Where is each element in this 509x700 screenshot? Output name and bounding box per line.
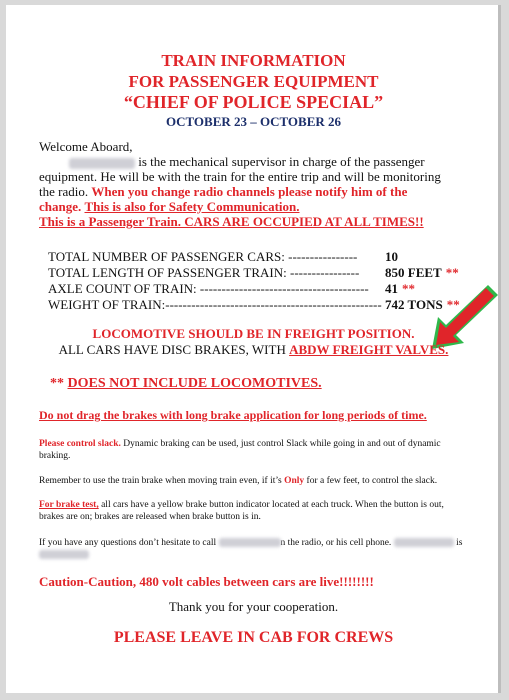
welcome-line-2: equipment. He will be with the train for the entire trip and will be monitoring <box>39 169 441 184</box>
train-brake-paragraph: Remember to use the train brake when moving train even, if it’s Only for a few feet, to control the slack. <box>39 476 438 486</box>
footer-notice: PLEASE LEAVE IN CAB FOR CREWS <box>113 629 394 646</box>
redacted-name <box>69 158 135 169</box>
welcome-line-1: is the mechanical supervisor in charge of the passenger <box>39 154 489 169</box>
title-line-1: TRAIN INFORMATION <box>161 51 346 70</box>
welcome-line-3: the radio. When you change radio channels please notify him of the <box>39 184 408 199</box>
redacted-name <box>219 538 281 547</box>
welcome-line-5: This is a Passenger Train. CARS ARE OCCUPIED AT ALL TIMES!! <box>39 214 424 229</box>
thank-you: Thank you for your cooperation. <box>168 599 339 614</box>
questions-paragraph: If you have any questions don’t hesitate to call n the radio, or his cell phone. is <box>39 537 479 561</box>
document-page: TRAIN INFORMATION FOR PASSENGER EQUIPMENT “CHIEF OF POLICE SPECIAL” OCTOBER 23 – OCTOBER 26 Welcome Aboard, is the mechanical supervisor in charge of the passenger equipment. He will be with the train for the entire trip and will be monitoring the radio. When you change radio channels please notify him of the change. This is also for Safety Communication. This is a Passenger Train. CARS ARE OCCUPIED AT ALL TIMES!! TOTAL NUMBER OF PASSENGER CARS: ---------------- 10 TOTAL LENGTH OF PASSENGER TRAIN: ---------------- 850 FEET ** AXLE COUNT OF TRAIN: --------------------------------------- 41 ** WEIGHT OF TRAIN:-------------------------------------------------- 742 TONS ** LOCOMOTIVE SHOULD BE IN FREIGHT POSITION. ALL CARS HAVE DISC BRAKES, WITH ABDW FREIGHT VALVES. ** DOES NOT INCLUDE LOCOMOTIVES. Do not drag the brakes with long brake application for long periods of time. Please control slack. Dynamic braking can be used, just control Slack while going in and out of dynamic braking. Remember to use the train brake when moving train even, if it’s Only for a few feet, to control the slack. For brake test, all cars have a yellow brake button indicator located at each truck. When the button is out, brakes are on; brakes are released when brake button is in. If you have any questions don’t hesitate to call n the radio, or his cell phone. is Caution-Caution, 480 volt cables between cars are live!!!!!!!! Thank you for your cooperation. PLEASE LEAVE IN CAB FOR CREWS <box>6 5 501 693</box>
title-line-3: “CHIEF OF POLICE SPECIAL” <box>123 92 384 112</box>
locomotive-note: ** DOES NOT INCLUDE LOCOMOTIVES. <box>50 376 322 391</box>
brake-drag-warning: Do not drag the brakes with long brake application for long periods of time. <box>39 408 427 422</box>
disc-brakes-line: ALL CARS HAVE DISC BRAKES, WITH ABDW FREIGHT VALVES. <box>58 342 449 357</box>
title-line-2: FOR PASSENGER EQUIPMENT <box>128 72 379 91</box>
slack-paragraph: Please control slack. Dynamic braking can be used, just control Slack while going in and out of dynamic braking. <box>39 439 441 461</box>
locomotive-position: LOCOMOTIVE SHOULD BE IN FREIGHT POSITION. <box>92 326 415 341</box>
redacted-number <box>39 550 89 559</box>
redacted-phone <box>394 538 454 547</box>
brake-test-paragraph: For brake test, all cars have a yellow brake button indicator located at each truck. When the button is out, brakes are on; brakes are released when brake button is in. <box>39 500 444 522</box>
welcome-line-4: change. This is also for Safety Communication. <box>39 199 300 214</box>
caution-line: Caution-Caution, 480 volt cables between cars are live!!!!!!!! <box>39 574 374 589</box>
date-range: OCTOBER 23 – OCTOBER 26 <box>165 114 342 129</box>
welcome-greeting: Welcome Aboard, <box>39 139 133 154</box>
